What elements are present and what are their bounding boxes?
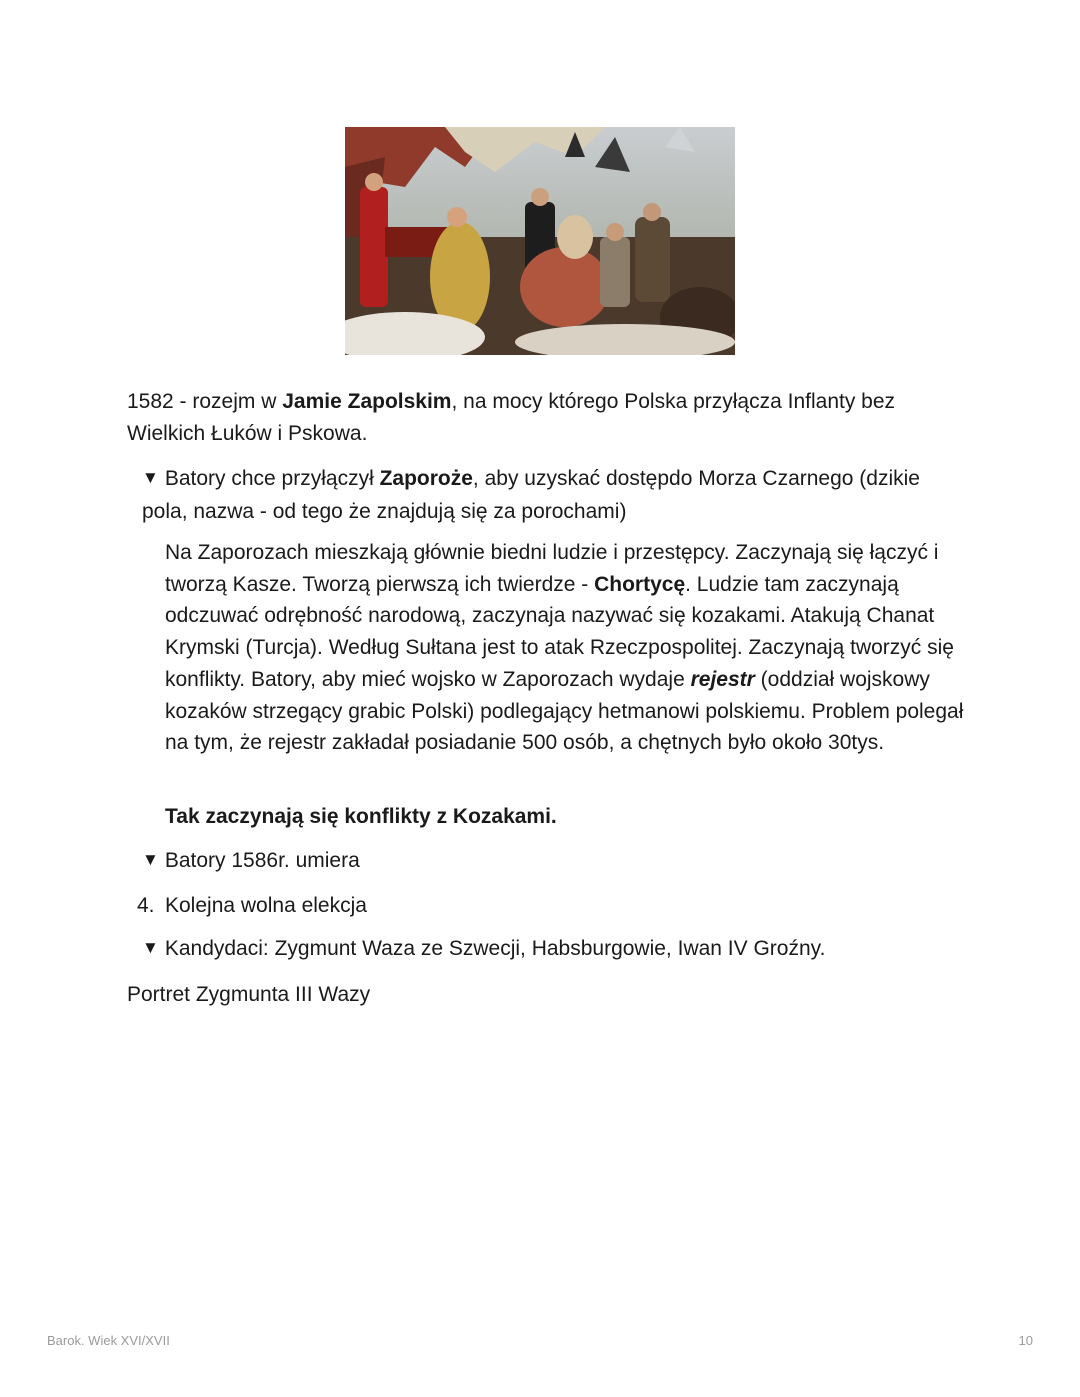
paragraph-cossacks xyxy=(165,537,965,759)
bullet-text: Kandydaci: Zygmunt Waza ze Szwecji, Habsburgowie, Iwan IV Groźny. xyxy=(164,937,826,960)
paragraph-text: Na Zaporozach mieszkają głównie biedni ludzie i przestępcy. Zaczynają się łączyć i tworzą Kasze. Tworzą pierwszą ich twierdze - xyxy=(165,541,939,596)
bullet-text: Batory 1586r. umiera xyxy=(164,849,360,872)
footer-title: Barok. Wiek XVI/XVII xyxy=(47,1333,170,1348)
bold-italic-term: rejestr xyxy=(690,667,755,691)
triangle-bullet-icon: ▼ xyxy=(142,468,159,487)
paragraph-truce xyxy=(127,386,927,449)
bullet-item-zaporoze xyxy=(142,463,942,527)
paragraph-text: . Ludzie tam zaczynają odczuwać odrębność narodową, zaczynaja nazywać się kozakami. Atakują Chanat Krymski (Turcja). Według Sułtana jest to atak Rzeczpospolitej. Zaczynają tworzyć się konflikty. Batory, aby mieć wojsko w Zaporozach wydaje xyxy=(165,572,954,691)
paragraph-text: 1582 - rozejm w xyxy=(127,390,283,413)
item-text: Kolejna wolna elekcja xyxy=(165,894,367,917)
triangle-bullet-icon: ▼ xyxy=(142,938,159,957)
bullet-item-batory-death xyxy=(142,845,942,878)
historical-painting-image xyxy=(345,127,735,355)
bullet-text: Batory chce przyłączył xyxy=(164,467,380,490)
item-number: 4. xyxy=(137,894,155,917)
page-number: 10 xyxy=(1018,1333,1033,1348)
triangle-bullet-icon: ▼ xyxy=(142,850,159,869)
bullet-item-candidates xyxy=(142,933,942,966)
numbered-item-election xyxy=(137,890,937,922)
bold-term: Zaporoże xyxy=(379,467,473,490)
bullet-text: , aby uzyskać dostępdo Morza Czarnego (dzikie pola, nazwa - od tego że znajdują się za porochami) xyxy=(142,467,920,523)
bold-term: Chortycę xyxy=(594,572,686,596)
paragraph-portrait: Portret Zygmunta III Wazy xyxy=(127,983,371,1006)
paragraph-text: (oddział wojskowy kozaków strzegący grabic Polski) podlegający hetmanowi polskiemu. Problem polegał na tym, że rejestr zakładał posiadanie 500 osób, a chętnych było około 30tys. xyxy=(165,667,964,755)
bold-term: Jamie Zapolskim xyxy=(282,390,452,413)
paragraph-text: , na mocy którego Polska przyłącza Inflanty bez Wielkich Łuków i Pskowa. xyxy=(127,390,896,445)
conclusion-text: Tak zaczynają się konflikty z Kozakami. xyxy=(165,805,557,828)
